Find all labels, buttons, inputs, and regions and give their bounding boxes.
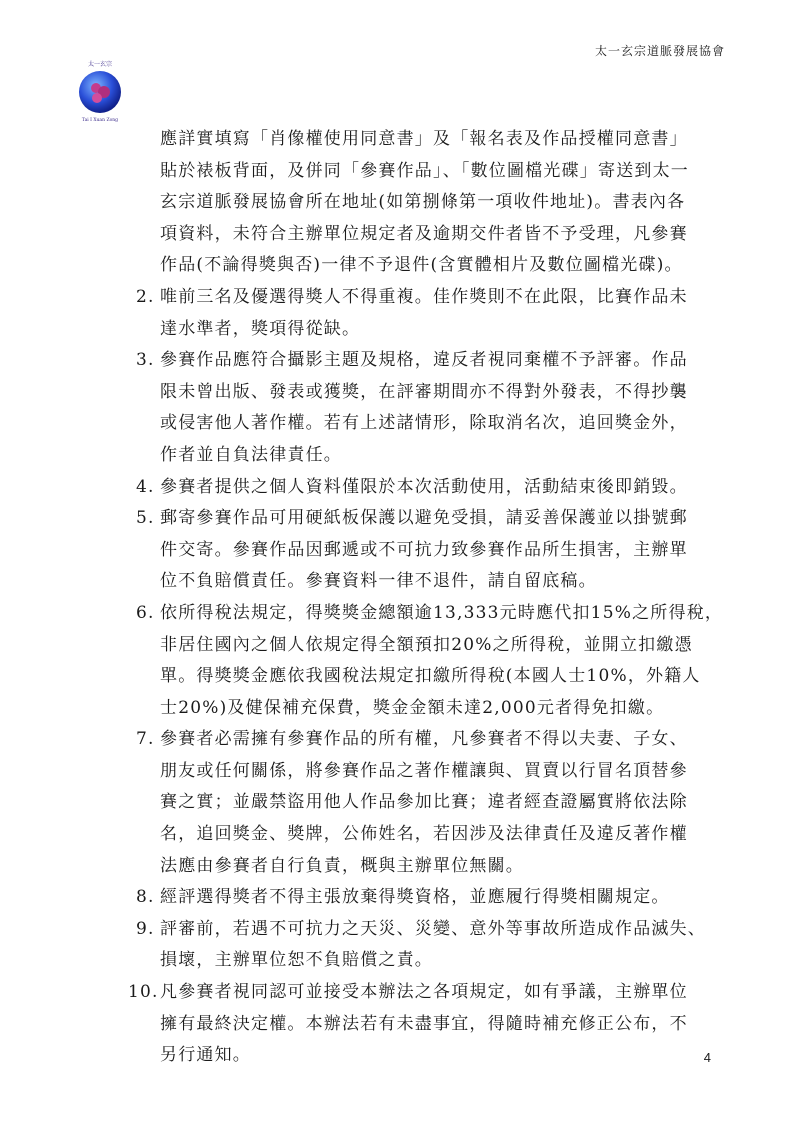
text-line: 參賽者必需擁有參賽作品的所有權，凡參賽者不得以夫妻、子女、 — [160, 729, 688, 750]
text-line: 評審前，若遇不可抗力之天災、災變、意外等事故所造成作品滅失、 — [160, 918, 706, 939]
list-item — [136, 882, 716, 914]
text-line: 參賽者提供之個人資料僅限於本次活動使用，活動結束後即銷毀。 — [160, 476, 688, 497]
text-line: 限未曾出版、發表或獲獎，在評審期間亦不得對外發表，不得抄襲 — [160, 381, 688, 402]
text-line: 擁有最終決定權。本辦法若有未盡事宜，得隨時補充修正公布，不 — [160, 1013, 688, 1034]
list-item — [136, 914, 716, 977]
text-line: 法應由參賽者自行負責，概與主辦單位無關。 — [160, 855, 524, 876]
list-item — [128, 977, 716, 1072]
text-line: 貼於裱板背面，及併同「參賽作品」、「數位圖檔光碟」寄送到太一 — [160, 160, 689, 181]
list-item — [136, 598, 724, 724]
list-item — [136, 724, 716, 882]
list-item — [136, 472, 716, 504]
text-line: 項資料，未符合主辦單位規定者及逾期交件者皆不予受理，凡參賽 — [160, 223, 688, 244]
text-line: 依所得稅法規定，得獎獎金總額逾13,333元時應代扣15%之所得稅， — [160, 602, 724, 623]
text-line: 名，追回獎金、獎牌，公佈姓名，若因涉及法律責任及違反著作權 — [160, 824, 688, 845]
text-line: 凡參賽者視同認可並接受本辦法之各項規定，如有爭議，主辦單位 — [160, 982, 688, 1003]
text-line: 賽之實；並嚴禁盜用他人作品參加比賽；違者經查證屬實將依法除 — [160, 792, 688, 813]
association-logo — [74, 58, 126, 128]
item-number: 9. — [136, 918, 155, 939]
item-number: 8. — [136, 887, 155, 908]
text-line: 參賽作品應符合攝影主題及規格，違反者視同棄權不予評審。作品 — [160, 350, 688, 371]
item-number: 6. — [136, 602, 155, 623]
text-line: 作品(不論得獎與否)一律不予退件(含實體相片及數位圖檔光碟)。 — [160, 255, 683, 276]
text-line: 唯前三名及優選得獎人不得重複。佳作獎則不在此限，比賽作品未 — [160, 286, 688, 307]
svg-text:太一玄宗: 太一玄宗 — [87, 61, 113, 68]
item-number: 4. — [136, 476, 155, 497]
item-number: 7. — [136, 729, 155, 750]
list-item — [136, 282, 716, 345]
text-line: 達水準者，獎項得從缺。 — [160, 318, 361, 339]
list-item — [136, 503, 716, 598]
svg-text:Tai I Xuan Zong: Tai I Xuan Zong — [81, 118, 119, 123]
text-line: 件交寄。參賽作品因郵遞或不可抗力致參賽作品所生損害，主辦單 — [160, 539, 688, 560]
text-line: 經評選得獎者不得主張放棄得獎資格，並應履行得獎相關規定。 — [160, 887, 670, 908]
intro-paragraph — [136, 124, 716, 282]
text-line: 另行通知。 — [160, 1045, 251, 1066]
text-line: 玄宗道脈發展協會所在地址(如第捌條第一項收件地址)。書表內各 — [160, 192, 686, 213]
text-line: 非居住國內之個人依規定得全額預扣20%之所得稅，並開立扣繳憑 — [160, 634, 693, 655]
text-line: 或侵害他人著作權。若有上述諸情形，除取消名次，追回獎金外， — [160, 413, 688, 434]
text-line: 郵寄參賽作品可用硬紙板保護以避免受損，請妥善保護並以掛號郵 — [160, 508, 688, 529]
list-item — [136, 345, 716, 471]
item-number: 10. — [128, 982, 159, 1003]
text-line: 單。得獎獎金應依我國稅法規定扣繳所得稅(本國人士10%，外籍人 — [160, 666, 701, 687]
text-line: 作者並自負法律責任。 — [160, 444, 342, 465]
item-number: 5. — [136, 508, 155, 529]
header-org-name: 太一玄宗道脈發展協會 — [594, 44, 725, 58]
text-line: 朋友或任何關係，將參賽作品之著作權讓與、買賣以行冒名頂替參 — [160, 760, 688, 781]
page-number: 4 — [703, 1050, 711, 1065]
text-line: 應詳實填寫「肖像權使用同意書」及「報名表及作品授權同意書」 — [160, 129, 688, 149]
item-number: 2. — [136, 286, 155, 307]
text-line: 損壞，主辦單位恕不負賠償之責。 — [160, 950, 433, 971]
document-body — [128, 124, 724, 1072]
item-number: 3. — [136, 350, 155, 371]
text-line: 位不負賠償責任。參賽資料一律不退件，請自留底稿。 — [160, 571, 597, 592]
text-line: 士20%)及健保補充保費，獎金金額未達2,000元者得免扣繳。 — [160, 697, 665, 718]
